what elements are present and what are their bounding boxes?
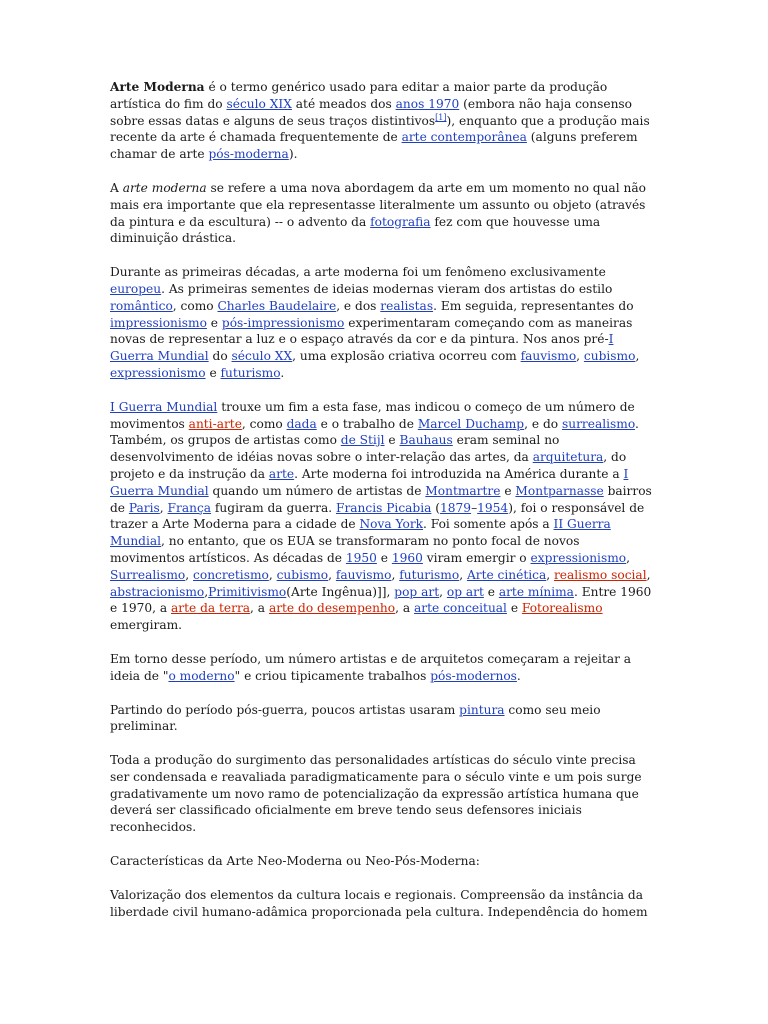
link-seculo-xix[interactable]: século XIX (226, 96, 292, 111)
paragraph-characteristics-heading: Características da Arte Neo-Moderna ou Neo-Pós-Moderna: (110, 854, 480, 869)
link-arte-conceitual[interactable]: arte conceitual (414, 601, 507, 616)
paragraph-characteristics: Valorização dos elementos da cultura locais e regionais. Compreensão da instância da liberdade civil humano-adâmica proporcionada pela cultura. Independência do homem (110, 887, 648, 919)
link-pintura[interactable]: pintura (459, 702, 505, 717)
link-arte[interactable]: arte (268, 466, 295, 481)
link-realismo-social[interactable]: realismo social (553, 567, 647, 582)
term-bold: Arte Moderna (110, 80, 205, 94)
link-i-guerra-mundial[interactable]: I Guerra Mundial (110, 466, 629, 498)
link-de-stijl[interactable]: de Stijl (340, 433, 385, 448)
link-arte-da-terra[interactable]: arte da terra (171, 601, 251, 616)
paragraph-postwar: Partindo do período pós-guerra, poucos artistas usaram pintura como seu meio preliminar. (110, 702, 601, 734)
link-arte-do-desempenho[interactable]: arte do desempenho (268, 601, 396, 616)
link-montmartre[interactable]: Montmartre (425, 483, 501, 498)
document-body (110, 79, 658, 937)
link-surrealismo[interactable]: Surrealismo (110, 567, 186, 582)
link-arquitetura[interactable]: arquitetura (532, 450, 604, 465)
link-abstracionismo[interactable]: abstracionismo (110, 584, 205, 599)
link-expressionismo[interactable]: expressionismo (530, 550, 627, 565)
paragraph-war-movements: I Guerra Mundial trouxe um fim a esta fase, mas indicou o começo de um número de movimentos anti-arte, como dada e o trabalho de Marcel Duchamp, e do surrealismo. Também, os grupos de artistas como de Stijl e Bauhaus eram seminal no desenvolvimento de idéias novas sobre o inter-relação das artes, da arquitetura, do projeto e da instrução da arte. Arte moderna foi introduzida na América durante a I Guerra Mundial quando um número de artistas de Montmartre e Montparnasse bairros de Paris, França fugiram da guerra. Francis Picabia (1879–1954), foi o responsável de trazer a Arte Moderna para a cidade de Nova York. Foi somente após a II Guerra Mundial, no entanto, que os EUA se transformaram no ponto focal de novos movimentos artísticos. As décadas de 1950 e 1960 viram emergir o expressionismo, Surrealismo, concretismo, cubismo, fauvismo, futurismo, Arte cinética, realismo social, abstracionismo,Primitivismo(Arte Ingênua)]], pop art, op art e arte mínima. Entre 1960 e 1970, a arte da terra, a arte do desempenho, a arte conceitual e Fotorealismo emergiram. (110, 399, 652, 633)
link-expressionismo[interactable]: expressionismo (110, 365, 206, 380)
link-pos-modernos[interactable]: pós-modernos (430, 668, 517, 683)
link-arte-contemporanea[interactable]: arte contemporânea (401, 130, 527, 145)
link-primitivismo[interactable]: Primitivismo (208, 584, 287, 599)
link-1950[interactable]: 1950 (345, 550, 377, 565)
link-futurismo[interactable]: futurismo (220, 365, 281, 380)
italic-term: arte moderna (122, 180, 207, 195)
paragraph-twentieth-century: Toda a produção do surgimento das personalidades artísticas do século vinte precisa ser condensada e reavaliada paradigmaticamente para o século vinte e um pois surge gradativamente um novo ramo de potencialização da expressão artística humana que deverá ser classificado oficialmente em breve tendo seus defensores iniciais reconhecidos. (110, 753, 642, 835)
link-o-moderno[interactable]: o moderno (168, 668, 235, 683)
link-ii-guerra-mundial[interactable]: II Guerra Mundial (110, 517, 611, 549)
link-seculo-xx[interactable]: século XX (231, 349, 293, 364)
link-fauvismo[interactable]: fauvismo (335, 567, 392, 582)
link-montparnasse[interactable]: Montparnasse (515, 483, 604, 498)
link-bauhaus[interactable]: Bauhaus (399, 433, 453, 448)
link-franca[interactable]: França (167, 500, 212, 515)
link-fotografia[interactable]: fotografia (370, 214, 431, 229)
link-i-guerra-mundial[interactable]: I Guerra Mundial (110, 399, 218, 414)
paragraph-intro: Arte Moderna é o termo genérico usado para editar a maior parte da produção artística do fim do século XIX até meados dos anos 1970 (embora não haja consenso sobre essas datas e alguns de seus traços distintivos[1]), enquanto que a produção mais recente da arte é chamada frequentemente de arte contemporânea (alguns preferem chamar de arte pós-moderna). (110, 80, 650, 162)
link-1954[interactable]: 1954 (477, 500, 509, 515)
link-realistas[interactable]: realistas (380, 298, 434, 313)
footnote-ref[interactable]: [1] (435, 112, 447, 122)
link-futurismo[interactable]: futurismo (399, 567, 460, 582)
link-anos-1970[interactable]: anos 1970 (395, 96, 460, 111)
link-paris[interactable]: Paris (128, 500, 160, 515)
link-europeu[interactable]: europeu (110, 281, 162, 296)
link-arte-cinetica[interactable]: Arte cinética (466, 567, 547, 582)
link-pos-impressionismo[interactable]: pós-impressionismo (221, 315, 345, 330)
link-fotorealismo[interactable]: Fotorealismo (521, 601, 603, 616)
link-romantico[interactable]: romântico (110, 298, 173, 313)
link-charles-baudelaire[interactable]: Charles Baudelaire (217, 298, 337, 313)
link-dada[interactable]: dada (286, 416, 317, 431)
link-cubismo[interactable]: cubismo (583, 349, 636, 364)
link-fauvismo[interactable]: fauvismo (520, 349, 577, 364)
link-1879[interactable]: 1879 (440, 500, 472, 515)
link-surrealismo[interactable]: surrealismo (561, 416, 635, 431)
link-i-guerra-mundial[interactable]: I Guerra Mundial (110, 332, 614, 364)
link-arte-minima[interactable]: arte mínima (498, 584, 574, 599)
link-concretismo[interactable]: concretismo (193, 567, 269, 582)
link-nova-york[interactable]: Nova York (359, 517, 424, 532)
link-marcel-duchamp[interactable]: Marcel Duchamp (417, 416, 525, 431)
paragraph-postmodern: Em torno desse período, um número artistas e de arquitetos começaram a rejeitar a ideia de "o moderno" e criou tipicamente trabalhos pós-modernos. (110, 651, 632, 683)
link-cubismo[interactable]: cubismo (276, 567, 329, 582)
link-1960[interactable]: 1960 (391, 550, 423, 565)
paragraph-definition: A arte moderna se refere a uma nova abordagem da arte em um momento no qual não mais era importante que ela representasse literalmente um assunto ou objeto (através da pintura e da escultura) -- o advento da fotografia fez com que houvesse uma diminuição drástica. (110, 180, 646, 246)
link-francis-picabia[interactable]: Francis Picabia (335, 500, 432, 515)
link-pos-moderna[interactable]: pós-moderna (208, 147, 289, 162)
link-anti-arte[interactable]: anti-arte (188, 416, 242, 431)
link-pop-art[interactable]: pop art (394, 584, 440, 599)
paragraph-early-decades: Durante as primeiras décadas, a arte moderna foi um fenômeno exclusivamente europeu. As primeiras sementes de ideias modernas vieram dos artistas do estilo romântico, como Charles Baudelaire, e dos realistas. Em seguida, representantes do impressionismo e pós-impressionismo experimentaram começando com as maneiras novas de representar a luz e o espaço através da cor e da pintura. Nos anos pré-I Guerra Mundial do século XX, uma explosão criativa ocorreu com fauvismo, cubismo, expressionismo e futurismo. (110, 265, 640, 380)
link-op-art[interactable]: op art (446, 584, 484, 599)
link-impressionismo[interactable]: impressionismo (110, 315, 207, 330)
